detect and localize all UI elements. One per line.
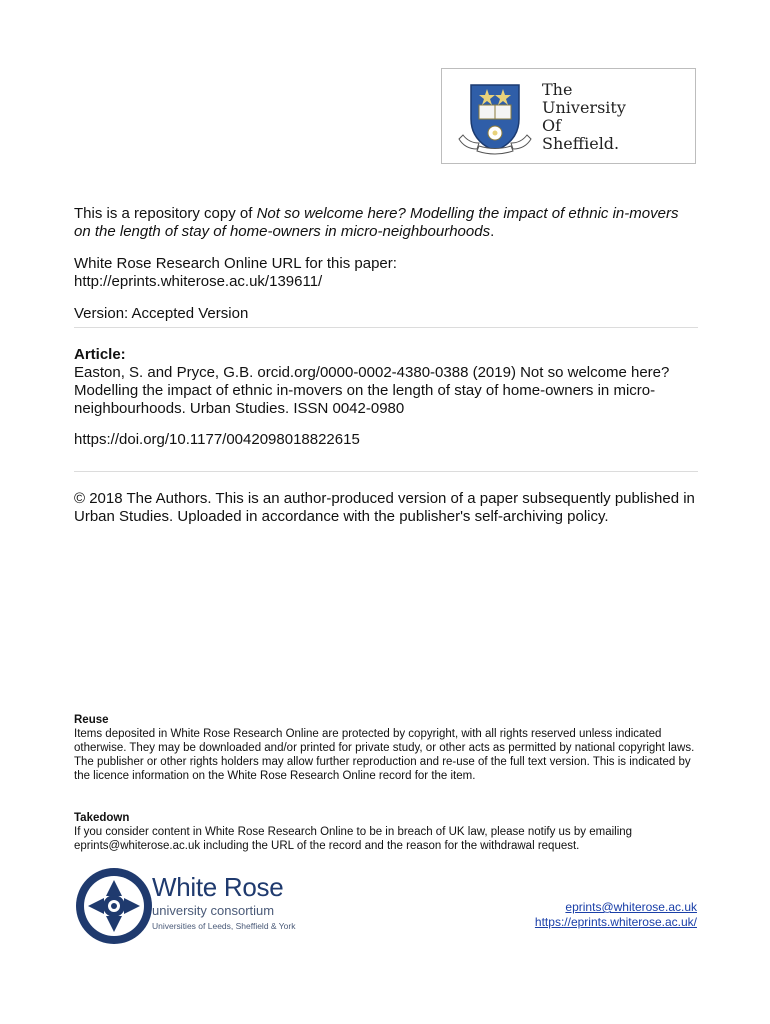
doi-link[interactable]: https://doi.org/10.1177/0042098018822615 [74, 431, 360, 448]
white-rose-subtitle: university consortium [152, 903, 275, 918]
reuse-heading: Reuse [74, 714, 109, 726]
email-link[interactable]: eprints@whiterose.ac.uk [565, 900, 697, 914]
website-link[interactable]: https://eprints.whiterose.ac.uk/ [534, 915, 697, 929]
article-section [74, 346, 698, 418]
university-name-line: Of [542, 116, 562, 135]
university-logo [441, 68, 696, 164]
university-name-line: University [542, 98, 626, 117]
version-line: Version: Accepted Version [74, 305, 249, 322]
takedown-heading: Takedown [74, 812, 130, 824]
reuse-text: Items deposited in White Rose Research Online are protected by copyright, with all rights reserved unless indicated otherwise. They may be downloaded and/or printed for private study, or other acts as permitted by national copyright laws. The publisher or other rights holders may allow further reproduction and re-use of the full text version. This is indicated by the licence information on the White Rose Research Online record for the item. [74, 728, 695, 782]
article-citation: Easton, S. and Pryce, G.B. orcid.org/0000-0002-4380-0388 (2019) Not so welcome here? Modelling the impact of ethnic in-movers on the length of stay of home-owners in micro-neighbourhoods. Urban Studies. ISSN 0042-0980 [74, 364, 670, 417]
white-rose-universities: Universities of Leeds, Sheffield & York [152, 921, 296, 931]
white-rose-wordmark [152, 873, 295, 932]
copyright-notice: © 2018 The Authors. This is an author-produced version of a paper subsequently published in Urban Studies. Uploaded in accordance with the publisher's self-archiving policy. [74, 490, 695, 525]
divider [74, 327, 698, 328]
article-heading: Article: [74, 346, 126, 363]
sheffield-crest-icon [457, 79, 533, 157]
university-name [542, 81, 626, 153]
url-section [74, 255, 698, 291]
divider [74, 471, 698, 472]
paper-url[interactable]: http://eprints.whiterose.ac.uk/139611/ [74, 273, 323, 290]
paper-title: Not so welcome here? Modelling the impact of ethnic in-movers on the length of stay of home-owners in micro-neighbourhoods [74, 205, 679, 240]
takedown-text: If you consider content in White Rose Research Online to be in breach of UK law, please notify us by emailing eprints@whiterose.ac.uk including the URL of the record and the reason for the withdrawal request. [74, 826, 633, 852]
university-name-line: The [542, 80, 573, 99]
white-rose-title: White Rose [152, 872, 284, 902]
contact-links [535, 900, 697, 930]
url-label: White Rose Research Online URL for this paper: [74, 255, 397, 272]
reuse-section [74, 713, 702, 783]
takedown-section [74, 811, 702, 853]
university-name-line: Sheffield. [542, 134, 620, 153]
intro-prefix: This is a repository copy of [74, 205, 257, 222]
repository-copy-statement [74, 205, 698, 241]
white-rose-logo-icon [74, 866, 154, 946]
intro-suffix: . [490, 223, 495, 240]
